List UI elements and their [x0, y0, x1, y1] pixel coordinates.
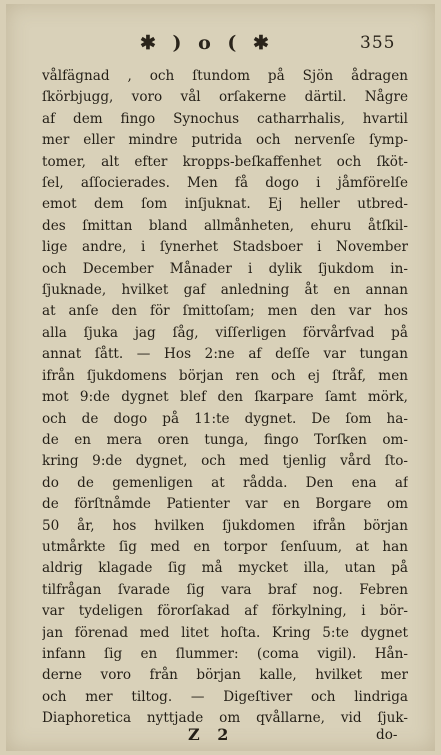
text-line: vålfägnad , och ſtundom på Sjön ådragen [42, 68, 408, 84]
text-line: och December Månader i dylik ſjukdom in- [42, 260, 408, 277]
text-line: ſjuknade, hvilket gaf anledning åt en annan [42, 282, 408, 299]
signature-mark: Z 2 [188, 725, 235, 744]
text-line: ifrån ſjukdomens början ren och ej ſtråf, men [42, 367, 408, 384]
text-line: 50 år, hos hvilken ſjukdomen ifrån början [42, 517, 408, 534]
text-line: af dem fingo Synochus catharrhalis, hvartil [42, 110, 408, 127]
text-line: des ſmittan bland allmånheten, ehuru åtſkil- [42, 217, 408, 234]
catchword: do- [376, 727, 398, 743]
text-line: jan förenad med litet hoſta. Kring 5:te dygnet [42, 624, 408, 641]
page-number: 355 [360, 33, 396, 53]
text-line: annat ſått. — Hos 2:ne af deſſe var tungan [42, 346, 408, 363]
text-line: tilfrågan ſvarade ſig vara braf nog. Febren [42, 581, 408, 598]
text-line: alla ſjuka jag ſåg, viſſerligen förvårfvad på [42, 324, 408, 341]
text-line: mot 9:de dygnet blef den ſkarpare ſamt mörk, [42, 389, 408, 406]
text-line: mer eller mindre putrida och nervenſe ſymp- [42, 132, 408, 149]
text-line: at anſe den för ſmittoſam; men den var hos [42, 303, 408, 320]
text-line: tomer, alt efter kropps-beſkaffenhet och ſköt- [42, 153, 408, 170]
body-text [42, 66, 408, 730]
text-line: emot dem ſom inſjuknat. Ej heller utbred- [42, 196, 408, 213]
page-header [6, 32, 435, 58]
text-line: Diaphoretica nyttjade om qvållarne, vid ſjuk- [42, 710, 408, 727]
text-line: derne voro från början kalle, hvilket mer [42, 667, 408, 684]
text-line: kring 9:de dygnet, och med tjenlig vård ſto- [42, 453, 408, 470]
page-footer [6, 725, 435, 749]
text-line: och de dogo på 11:te dygnet. De ſom ha- [42, 410, 408, 427]
text-line: och mer tiltog. — Digeſtiver och lindriga [42, 688, 408, 705]
text-line: de en mera oren tunga, fingo Torſken om- [42, 431, 408, 448]
text-line: do de gemenligen at rådda. Den ena af [42, 474, 408, 491]
text-line: var tydeligen förorſakad af förkylning, i bör- [42, 603, 408, 620]
book-page [6, 4, 435, 751]
text-line: utmårkte ſig med en torpor ſenſuum, at han [42, 538, 408, 555]
text-line: ſkörbjugg, voro vål orſakerne därtil. Någre [42, 89, 408, 106]
text-line: de förſtnåmde Patienter var en Borgare om [42, 496, 408, 513]
text-line: lige andre, i ſynerhet Stadsboer i November [42, 239, 408, 256]
text-line: aldrig klagade ſig må mycket illa, utan på [42, 560, 408, 577]
text-line: infann ſig en ſlummer: (coma vigil). Hån- [42, 645, 408, 662]
text-line: ſel, aſſocierades. Men få dogo i jåmförelſe [42, 175, 408, 192]
header-ornament: ✱ ) o ( ✱ [140, 32, 274, 54]
